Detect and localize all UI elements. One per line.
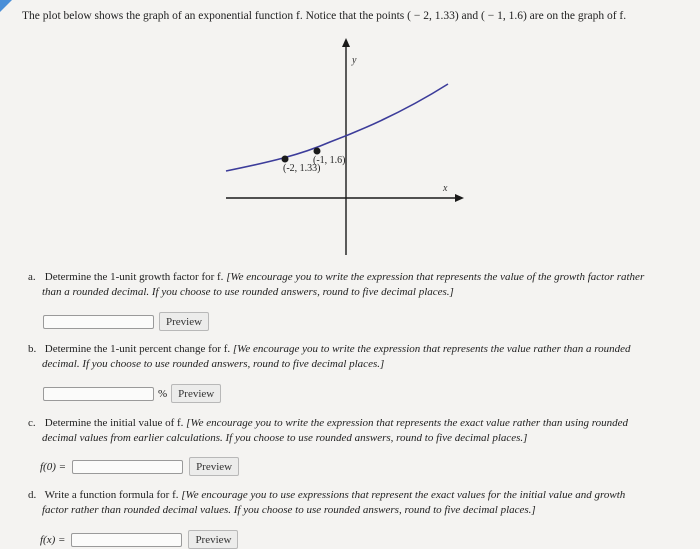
part-a: [28, 270, 688, 300]
y-axis-label: y: [352, 55, 357, 66]
point-a-label: (-2, 1.33): [283, 163, 321, 174]
part-a-text: Determine the 1-unit growth factor for f.: [44, 271, 224, 283]
part-d-preview-button[interactable]: Preview: [188, 530, 238, 549]
part-b-text: Determine the 1-unit percent change for f.: [44, 343, 231, 355]
part-c: [28, 416, 698, 446]
part-a-preview-button[interactable]: Preview: [159, 312, 209, 331]
part-b-letter: b.: [28, 343, 37, 355]
part-a-hint-2: than a rounded decimal. If you choose to use rounded answers, round to five decimal places.]: [42, 286, 454, 298]
part-d-hint-2: factor rather than rounded decimal values. If you choose to use rounded answers, round to five decimal places.]: [42, 504, 536, 516]
initial-value-input[interactable]: [72, 460, 183, 474]
part-d: [28, 488, 698, 518]
part-c-preview-button[interactable]: Preview: [189, 457, 239, 476]
fx-label: f(x) =: [40, 533, 66, 546]
part-b-hint-1: [We encourage you to write the expression that represents the value rather than a rounded: [232, 343, 631, 355]
point-b-label: (-1, 1.6): [313, 155, 346, 166]
part-b: [28, 342, 688, 372]
part-b-hint-2: decimal. If you choose to use rounded answers, round to five decimal places.]: [42, 358, 385, 370]
growth-factor-input[interactable]: [43, 315, 154, 329]
percent-sign: %: [158, 387, 168, 400]
x-axis-arrow: [455, 194, 464, 202]
part-a-answer-row: [43, 312, 209, 331]
part-d-hint-1: [We encourage you to use expressions that represent the exact values for the initial value and growth: [181, 489, 626, 501]
part-c-letter: c.: [28, 417, 36, 429]
part-c-answer-row: [40, 457, 239, 476]
y-axis-arrow: [342, 38, 350, 47]
f0-label: f(0) =: [40, 460, 67, 473]
part-c-text: Determine the initial value of f.: [44, 417, 184, 429]
part-a-letter: a.: [28, 271, 36, 283]
x-axis-label: x: [443, 183, 448, 194]
part-b-answer-row: [43, 384, 221, 403]
function-formula-input[interactable]: [71, 533, 182, 547]
part-d-answer-row: [40, 530, 238, 549]
point-b-marker: [314, 148, 321, 155]
percent-change-input[interactable]: [43, 387, 154, 401]
part-c-hint-1: [We encourage you to write the expression that represents the exact value rather than using rounded: [186, 417, 629, 429]
problem-intro: The plot below shows the graph of an exponential function f. Notice that the points ( − 2, 1.33) and ( − 1, 1.6) are on the graph of f.: [22, 10, 627, 22]
point-a-marker: [282, 156, 289, 163]
part-d-text: Write a function formula for f.: [44, 489, 179, 501]
part-b-preview-button[interactable]: Preview: [171, 384, 221, 403]
part-a-hint-1: [We encourage you to write the expression that represents the value of the growth factor rather: [226, 271, 645, 283]
part-d-letter: d.: [28, 489, 37, 501]
part-c-hint-2: decimal values from earlier calculations. If you choose to use rounded answers, round to five decimal places.]: [42, 432, 528, 444]
